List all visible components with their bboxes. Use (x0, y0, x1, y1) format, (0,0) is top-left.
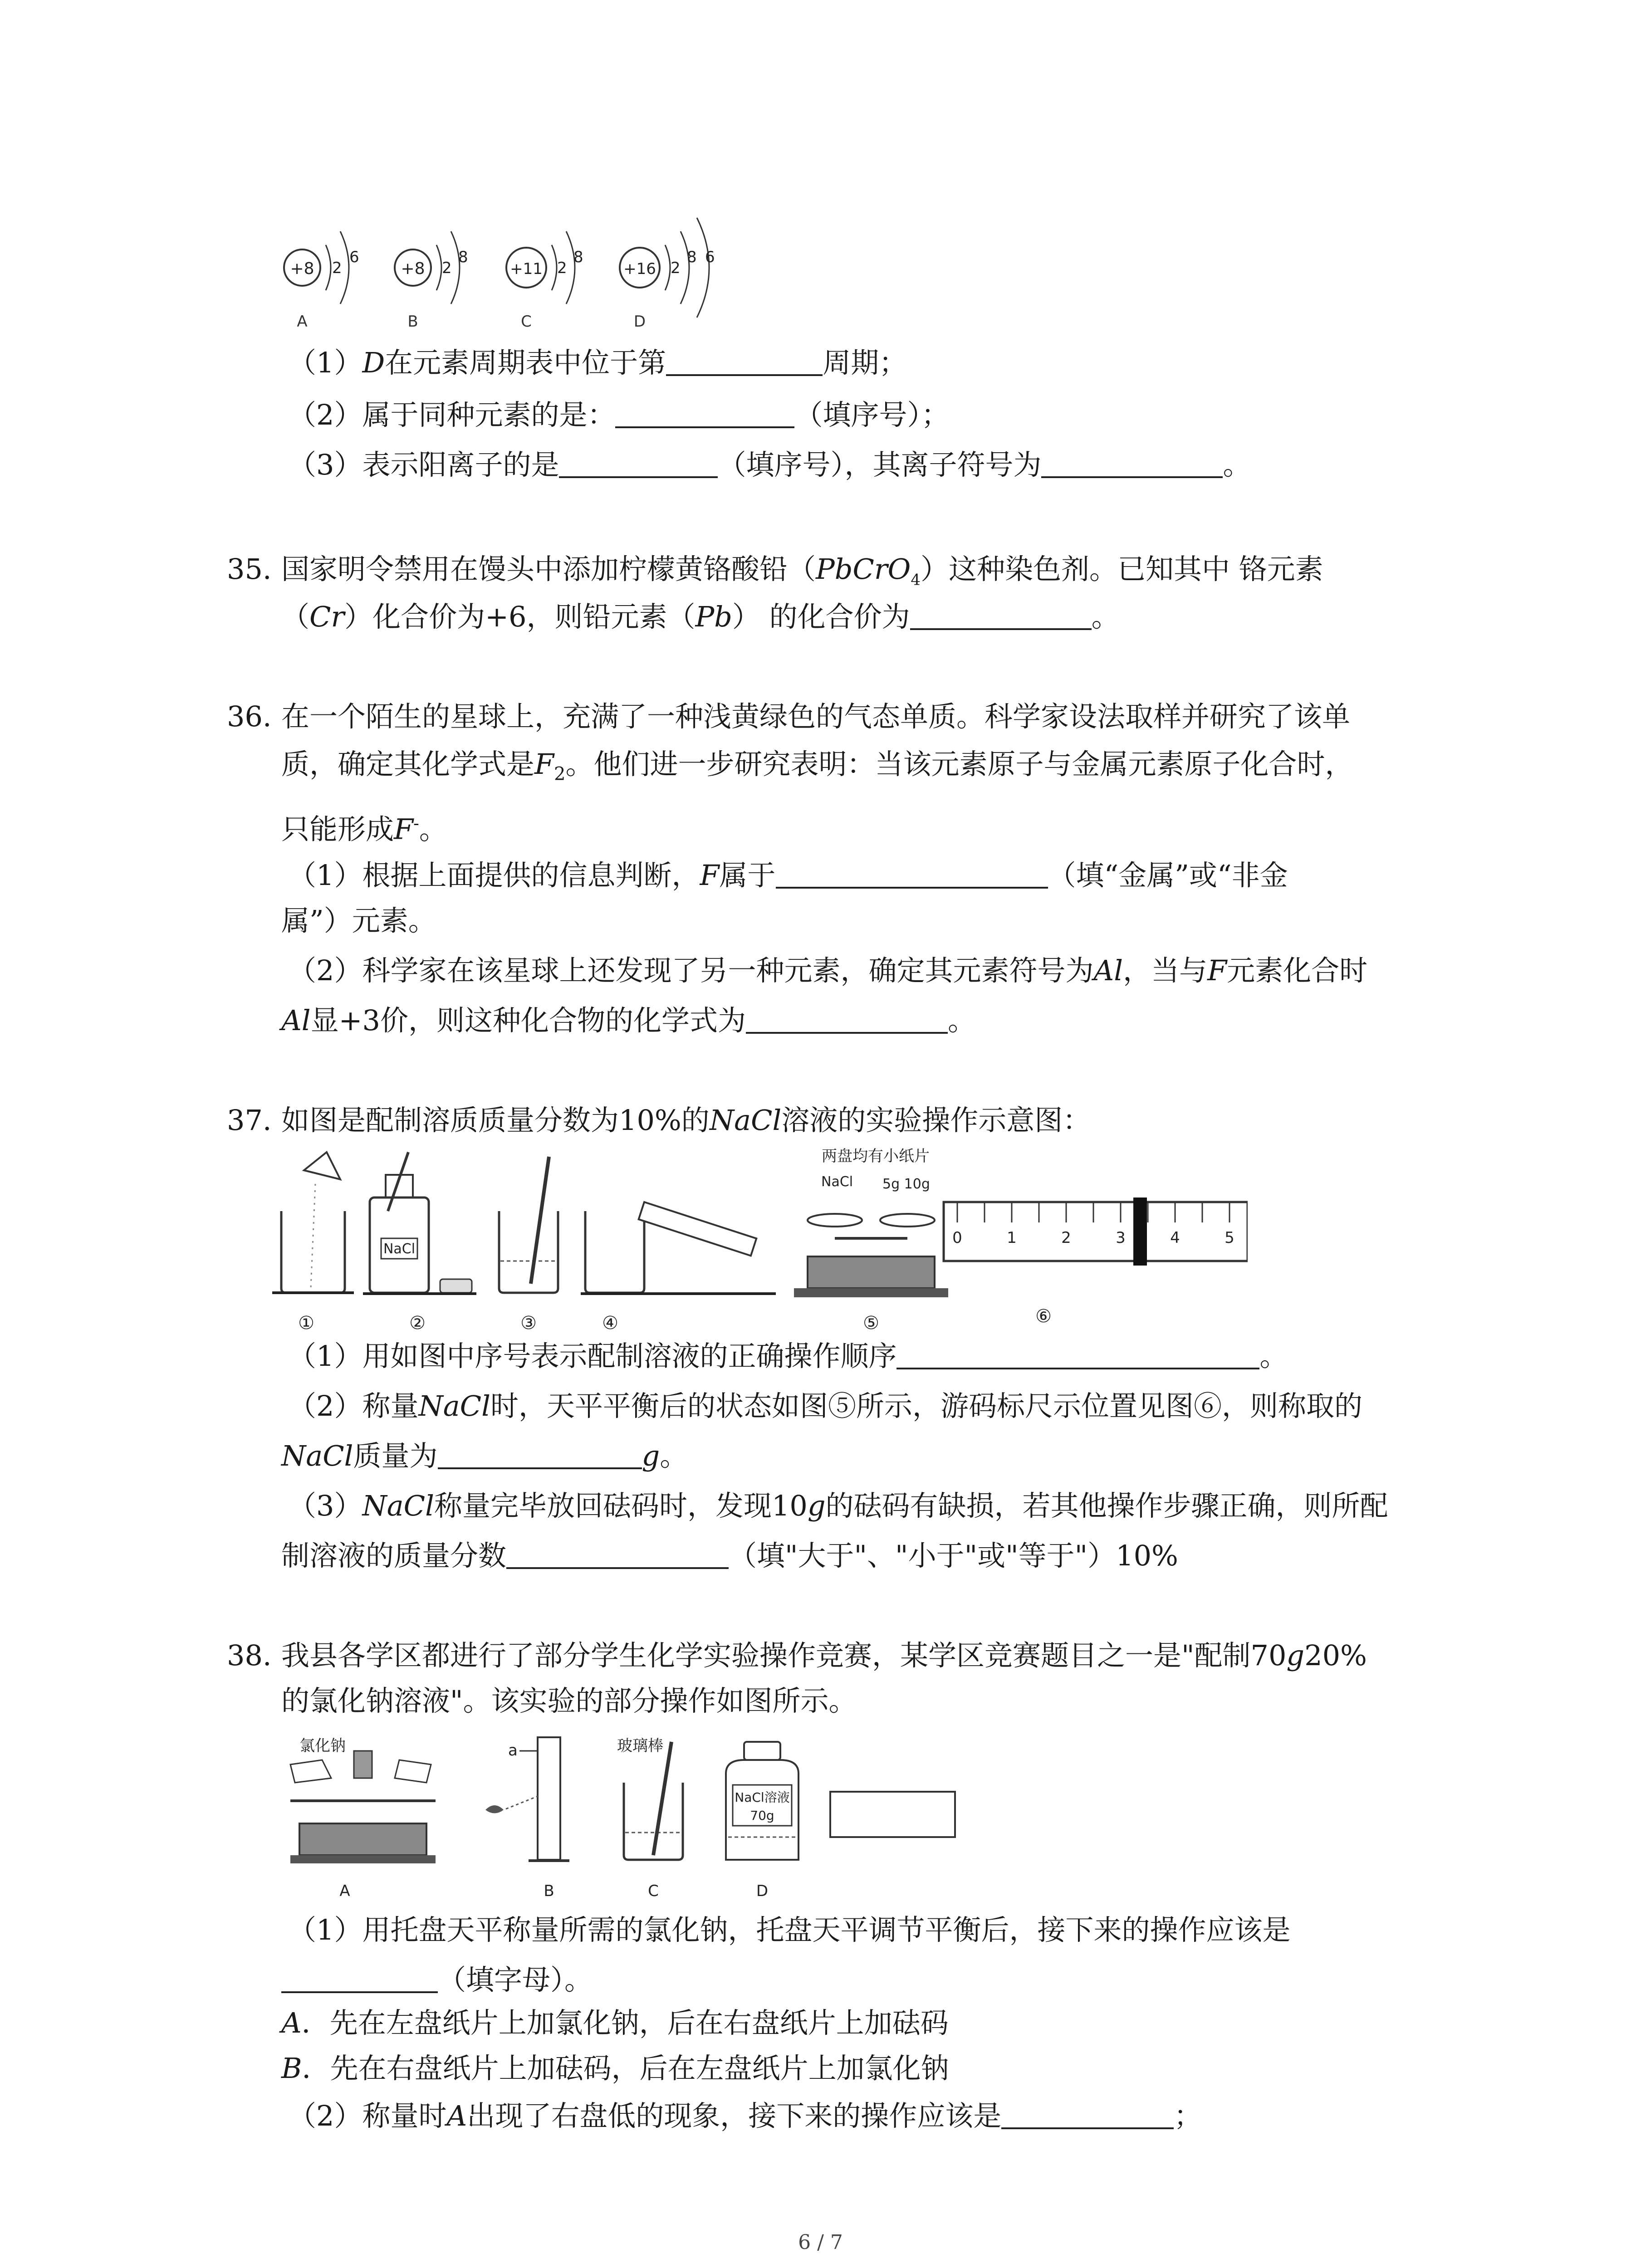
glass-rod (531, 1157, 549, 1284)
bottle-label-text: NaCl (383, 1241, 416, 1257)
text: 出现了右盘低的现象，接下来的操作应该是 (467, 2099, 1002, 2132)
text: （2）称量时 (288, 2099, 447, 2132)
weight (354, 1751, 372, 1778)
q38-option-a (281, 2005, 949, 2041)
symbol: F (700, 859, 720, 892)
q36-part1-cont (281, 903, 436, 939)
text: （填"大于"、"小于"或"等于"）10% (729, 1539, 1178, 1572)
tray-label: NaCl (821, 1174, 853, 1190)
atom-d (620, 218, 715, 331)
atom-label: C (521, 313, 532, 331)
answer-blank[interactable] (438, 1441, 642, 1469)
question-number: 37. (227, 1104, 272, 1137)
beaker (585, 1211, 644, 1293)
text: （填字母）。 (438, 1963, 593, 1996)
text: 20% (1304, 1639, 1367, 1672)
text: （1）根据上面提供的信息判断， (288, 859, 700, 892)
q37-part3 (288, 1488, 1388, 1524)
text: ） 的化合价为 (732, 600, 910, 633)
shell-electrons: 2 (557, 259, 567, 277)
shell-arc (566, 231, 575, 304)
answer-blank[interactable] (746, 1006, 948, 1034)
q37-part3-cont (281, 1538, 1178, 1574)
bottle-neck (744, 1742, 780, 1760)
q37-part2-cont (281, 1438, 688, 1474)
step-label: ⑥ (1035, 1306, 1052, 1327)
shell-electrons: 8 (687, 248, 697, 266)
nucleus-charge: +8 (401, 259, 425, 278)
subscript: 4 (911, 571, 921, 589)
text: （1）用如图中序号表示配制溶液的正确操作顺序 (288, 1339, 897, 1373)
text: ）这种染色剂。已知其中 铬元素 (920, 552, 1323, 586)
q38-part1 (288, 1912, 1290, 1948)
step-label: ⑤ (863, 1313, 879, 1334)
text: ； (1174, 2099, 1202, 2132)
shell-electrons: 2 (442, 259, 452, 277)
symbol: Al (281, 1004, 311, 1037)
ruler-tick-label: 3 (1116, 1229, 1126, 1247)
text: 的氯化钠溶液"。该实验的部分操作如图所示。 (281, 1684, 857, 1717)
text: （2）科学家在该星球上还发现了另一种元素，确定其元素符号为 (288, 954, 1094, 987)
right-pan-paper (395, 1760, 431, 1783)
text: （填序号），其离子符号为 (718, 448, 1042, 481)
beaker (499, 1211, 558, 1293)
text: （2）称量 (288, 1389, 419, 1422)
symbol: F (1207, 954, 1227, 987)
symbol: Pb (695, 600, 732, 633)
atom-structure-figure (272, 213, 749, 349)
ruler-tick-label: 5 (1225, 1229, 1234, 1247)
text: （3）表示阳离子的是 (288, 448, 559, 481)
text: 国家明令禁用在馒头中添加柠檬黄铬酸铅（ (281, 552, 816, 586)
q35-line1 (227, 551, 1323, 598)
text: 质量为 (353, 1439, 438, 1472)
answer-box[interactable] (830, 1792, 955, 1837)
paper-funnel (304, 1152, 340, 1179)
q38-part2 (288, 2098, 1202, 2134)
text: 在元素周期表中位于第 (385, 346, 666, 379)
shell-arc (665, 245, 670, 290)
text: 的砝码有缺损，若其他操作步骤正确，则所配 (825, 1489, 1388, 1522)
balance-caption: 两盘均有小纸片 (822, 1147, 930, 1165)
sight-line (506, 1796, 538, 1809)
shell-electrons: 2 (671, 259, 681, 277)
stopper (440, 1279, 472, 1293)
nucleus-charge: +16 (623, 260, 656, 278)
text: 显+3价，则这种化合物的化学式为 (310, 1004, 746, 1037)
superscript: - (413, 813, 419, 833)
symbol: F (534, 748, 554, 781)
step5-balance (794, 1147, 948, 1297)
text: 只能形成 (281, 812, 394, 846)
nacl-operations-figure (272, 1733, 962, 1905)
text: 称量完毕放回砝码时，发现10 (434, 1489, 808, 1522)
balance-base (299, 1823, 426, 1855)
formula: NaCl (362, 1489, 434, 1522)
question-number: 36. (227, 700, 272, 733)
text: ）化合价为+6，则铅元素（ (344, 600, 696, 633)
shell-arc (552, 245, 557, 290)
text: （填序号）； (794, 398, 950, 431)
text: （3） (288, 1489, 362, 1522)
nucleus-charge: +8 (290, 259, 314, 278)
step-label: ④ (602, 1313, 618, 1334)
spoon (388, 1152, 408, 1211)
step2-bottle (363, 1152, 476, 1294)
left-pan (808, 1214, 862, 1227)
weights-label: 5g 10g (882, 1176, 930, 1192)
step6-rider-scale (944, 1198, 1248, 1266)
ruler-tick-label: 2 (1061, 1229, 1071, 1247)
symbol: Al (1093, 954, 1123, 987)
answer-blank[interactable] (1001, 2101, 1174, 2129)
unit: g (1286, 1639, 1305, 1672)
operation-label: D (756, 1882, 769, 1900)
q36-part2 (288, 953, 1367, 989)
text: （2）属于同种元素的是： (288, 398, 616, 431)
graduated-cylinder (639, 1202, 757, 1256)
falling-solid (311, 1184, 315, 1288)
ruler-tick-label: 0 (952, 1229, 962, 1247)
answer-blank[interactable] (910, 602, 1092, 630)
text: 溶液的实验操作示意图： (781, 1104, 1091, 1137)
operation-label: B (544, 1882, 554, 1900)
shell-arc (697, 218, 709, 318)
text: 元素化合时 (1227, 954, 1368, 987)
q38-part1-cont (281, 1962, 593, 1998)
option-text: ．先在左盘纸片上加氯化钠，后在右盘纸片上加砝码 (301, 2006, 949, 2039)
glass-rod (653, 1742, 671, 1855)
answer-blank[interactable] (281, 1965, 438, 1993)
atom-label: D (633, 313, 646, 331)
step-label: ② (409, 1313, 426, 1334)
symbol: F (394, 812, 414, 846)
question-number: 38. (227, 1639, 272, 1672)
step4-pouring (581, 1202, 776, 1294)
step-label: ① (298, 1313, 314, 1334)
left-pan-paper (290, 1760, 331, 1783)
graduated-cylinder (538, 1737, 560, 1860)
answer-blank[interactable] (666, 348, 823, 376)
q36-part2-cont (281, 1002, 976, 1039)
step3-stirring (499, 1157, 558, 1293)
subscript: 2 (554, 763, 566, 785)
symbol: D (362, 346, 385, 379)
shell-arc (436, 245, 441, 290)
text: 。 (948, 1004, 976, 1037)
operation-a-balance (290, 1737, 436, 1863)
text: ，当与 (1123, 954, 1208, 987)
ruler-tick-label: 1 (1007, 1229, 1017, 1247)
question-number: 35. (227, 552, 272, 586)
text: 。 (1259, 1339, 1288, 1373)
option-text: ．先在右盘纸片上加砝码，后在左盘纸片上加氯化钠 (302, 2052, 949, 2085)
right-pan (880, 1214, 935, 1227)
eye-icon (485, 1805, 504, 1813)
atom-c (506, 231, 583, 331)
symbol: Cr (309, 600, 345, 633)
text: 如图是配制溶质质量分数为10%的 (281, 1104, 710, 1137)
text: 。 (1223, 448, 1251, 481)
q38-line2 (281, 1683, 857, 1719)
text: 。 (1091, 600, 1120, 633)
answer-blank[interactable] (776, 860, 1048, 889)
nucleus-charge: +11 (510, 260, 543, 278)
text: 我县各学区都进行了部分学生化学实验操作竞赛，某学区竞赛题目之一是"配制70 (281, 1639, 1287, 1672)
balance-foot (794, 1288, 948, 1297)
unit: g (807, 1489, 826, 1522)
q38-line1 (227, 1637, 1367, 1674)
formula: NaCl (281, 1439, 353, 1472)
option-letter: A (281, 2006, 302, 2039)
text: 周期； (823, 346, 907, 379)
text: 属”）元素。 (281, 904, 436, 937)
shell-electrons: 8 (573, 248, 583, 266)
q35-line2 (281, 599, 1120, 635)
rider (1133, 1198, 1147, 1266)
bottle-label-text: NaCl溶液 (735, 1790, 790, 1805)
text: 时，天平平衡后的状态如图⑤所示，游码标尺示位置见图⑥，则称取的 (490, 1389, 1362, 1422)
unit: g (642, 1439, 660, 1472)
answer-blank[interactable] (615, 400, 794, 428)
q36-line2 (281, 746, 1353, 792)
q37-part1 (288, 1338, 1288, 1374)
q38-option-b (281, 2050, 949, 2087)
answer-blank[interactable] (506, 1541, 729, 1569)
option-letter: B (281, 2052, 302, 2085)
shell-electrons: 6 (349, 248, 359, 266)
shell-arc (681, 231, 689, 304)
formula: PbCrO (816, 552, 911, 586)
part-number: （1） (288, 346, 362, 379)
atom-a (284, 231, 359, 331)
shell-electrons: 2 (332, 259, 342, 277)
operation-label: C (648, 1882, 659, 1900)
bottle-label-text: 70g (750, 1808, 774, 1823)
shell-arc (451, 231, 460, 304)
atom-label: B (407, 313, 418, 331)
q34-part3 (288, 447, 1251, 483)
q36-line1 (227, 699, 1350, 735)
answer-blank[interactable] (896, 1341, 1259, 1369)
balance-base (808, 1256, 935, 1288)
answer-blank[interactable] (559, 450, 718, 478)
balance-label: 氯化钠 (299, 1737, 346, 1755)
cylinder-label: a (508, 1741, 518, 1760)
formula: NaCl (418, 1389, 490, 1422)
text: 。 (419, 812, 447, 846)
operation-d-bottle (726, 1742, 798, 1860)
text: 属于 (719, 859, 776, 892)
text: 。他们进一步研究表明：当该元素原子与金属元素原子化合时， (565, 748, 1353, 781)
shell-electrons: 8 (458, 248, 468, 266)
operation-label: A (339, 1882, 350, 1900)
operation-c-stirring (617, 1737, 683, 1860)
text: 制溶液的质量分数 (281, 1539, 507, 1572)
q37-part2 (288, 1388, 1362, 1424)
ruler-tick-label: 4 (1170, 1229, 1180, 1247)
step-label: ③ (520, 1313, 537, 1334)
answer-blank[interactable] (1041, 450, 1223, 478)
formula: NaCl (709, 1104, 782, 1137)
text: （ (281, 600, 310, 633)
operation-b-cylinder (485, 1737, 569, 1861)
shell-arc (326, 245, 331, 290)
shell-electrons: 6 (705, 248, 715, 266)
q37-line1 (227, 1102, 1091, 1139)
q36-part1 (288, 857, 1288, 894)
rod-label: 玻璃棒 (617, 1737, 663, 1755)
atom-b (395, 231, 468, 331)
page-number: 6 / 7 (798, 2231, 843, 2254)
text: 。 (660, 1439, 688, 1472)
solution-preparation-figure (272, 1143, 1248, 1334)
balance-foot (290, 1855, 436, 1863)
text: 质，确定其化学式是 (281, 748, 535, 781)
text: （1）用托盘天平称量所需的氯化钠，托盘天平调节平衡后，接下来的操作应该是 (288, 1913, 1291, 1946)
atom-label: A (297, 313, 308, 331)
q34-part2 (288, 397, 949, 433)
q34-part1 (288, 345, 907, 381)
figure-ref: A (446, 2099, 467, 2132)
text: （填“金属”或“非金 (1048, 859, 1288, 892)
step1-beaker (272, 1152, 354, 1293)
q36-line3 (281, 805, 447, 848)
text: 在一个陌生的星球上，充满了一种浅黄绿色的气态单质。科学家设法取样并研究了该单 (281, 700, 1351, 733)
